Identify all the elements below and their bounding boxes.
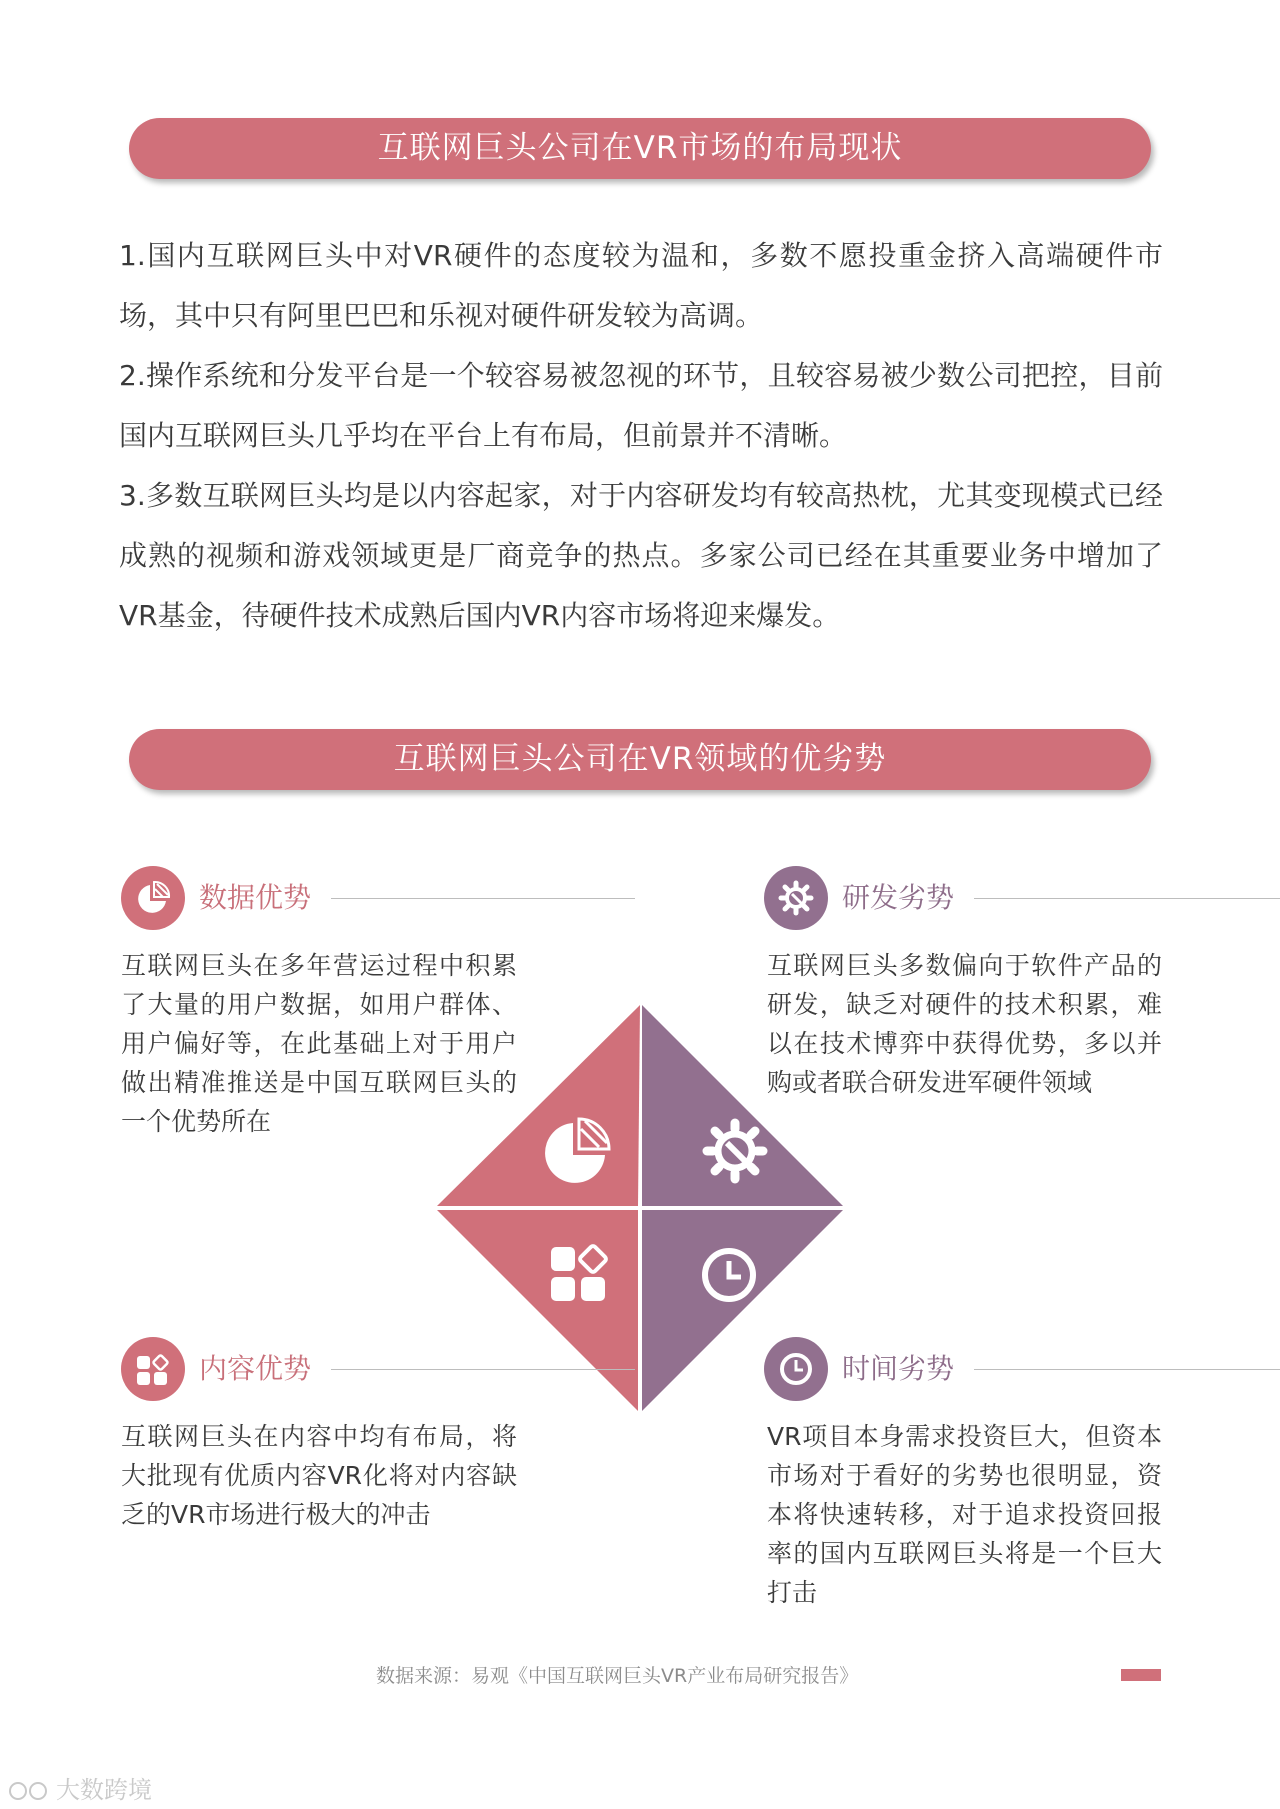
watermark-logo-icon (8, 1779, 52, 1803)
watermark (8, 1770, 152, 1805)
divider (974, 898, 1280, 899)
rd-disadvantage-title: 研发劣势 (842, 881, 955, 914)
content-advantage-title: 内容优势 (199, 1352, 312, 1385)
paragraph: 2.操作系统和分发平台是一个较容易被忽视的环节，且较容易被少数公司把控，目前国内互联网巨头几乎均在平台上有布局，但前景并不清晰。 (119, 359, 1163, 452)
paragraph: 3.多数互联网巨头均是以内容起家，对于内容研发均有较高热枕，尤其变现模式已经成熟的视频和游戏领域更是厂商竞争的热点。多家公司已经在其重要业务中增加了VR基金，待硬件技术成熟后国内VR内容市场将迎来爆发。 (119, 479, 1163, 632)
gear-wrench-icon (707, 1123, 763, 1179)
divider (974, 1369, 1280, 1370)
divider (331, 1369, 635, 1370)
page-marker (1121, 1669, 1161, 1681)
rd-disadvantage-header (764, 866, 1157, 930)
time-disadvantage-header (764, 1337, 1157, 1401)
clock-icon (764, 1337, 828, 1401)
content-advantage-body: 互联网巨头在内容中均有布局，将大批现有优质内容VR化将对内容缺乏的VR市场进行极大的冲击 (121, 1422, 517, 1529)
rd-disadvantage-body: 互联网巨头多数偏向于软件产品的研发，缺乏对硬件的技术积累，难以在技术博弈中获得优势，多以并购或者联合研发进军硬件领域 (767, 951, 1162, 1097)
watermark-text: 大数跨境 (56, 1776, 152, 1804)
intro-text (119, 226, 1163, 646)
section-title-banner (129, 118, 1151, 179)
section-title: 互联网巨头公司在VR市场的布局现状 (377, 130, 903, 166)
paragraph: 1.国内互联网巨头中对VR硬件的态度较为温和，多数不愿投重金挤入高端硬件市场，其中只有阿里巴巴和乐视对硬件研发较为高调。 (119, 239, 1163, 332)
apps-grid-icon (121, 1337, 185, 1401)
data-advantage-quadrant (437, 1005, 640, 1206)
gear-wrench-icon (764, 866, 828, 930)
content-advantage-header (121, 1337, 515, 1401)
section-title: 互联网巨头公司在VR领域的优劣势 (393, 741, 887, 777)
data-source-note: 数据来源：易观《中国互联网巨头VR产业布局研究报告》 (376, 1665, 859, 1687)
section-title-banner (129, 729, 1151, 790)
rd-disadvantage-quadrant (642, 1005, 843, 1206)
data-advantage-header (121, 866, 515, 930)
time-disadvantage-body: VR项目本身需求投资巨大，但资本市场对于看好的劣势也很明显，资本将快速转移，对于追求投资回报率的国内互联网巨头将是一个巨大打击 (767, 1422, 1162, 1607)
pie-chart-icon (121, 866, 185, 930)
data-advantage-body: 互联网巨头在多年营运过程中积累了大量的用户数据，如用户群体、用户偏好等，在此基础上对于用户做出精准推送是中国互联网巨头的一个优势所在 (121, 951, 517, 1136)
data-advantage-title: 数据优势 (199, 881, 312, 914)
time-disadvantage-title: 时间劣势 (842, 1352, 955, 1385)
divider (331, 898, 635, 899)
